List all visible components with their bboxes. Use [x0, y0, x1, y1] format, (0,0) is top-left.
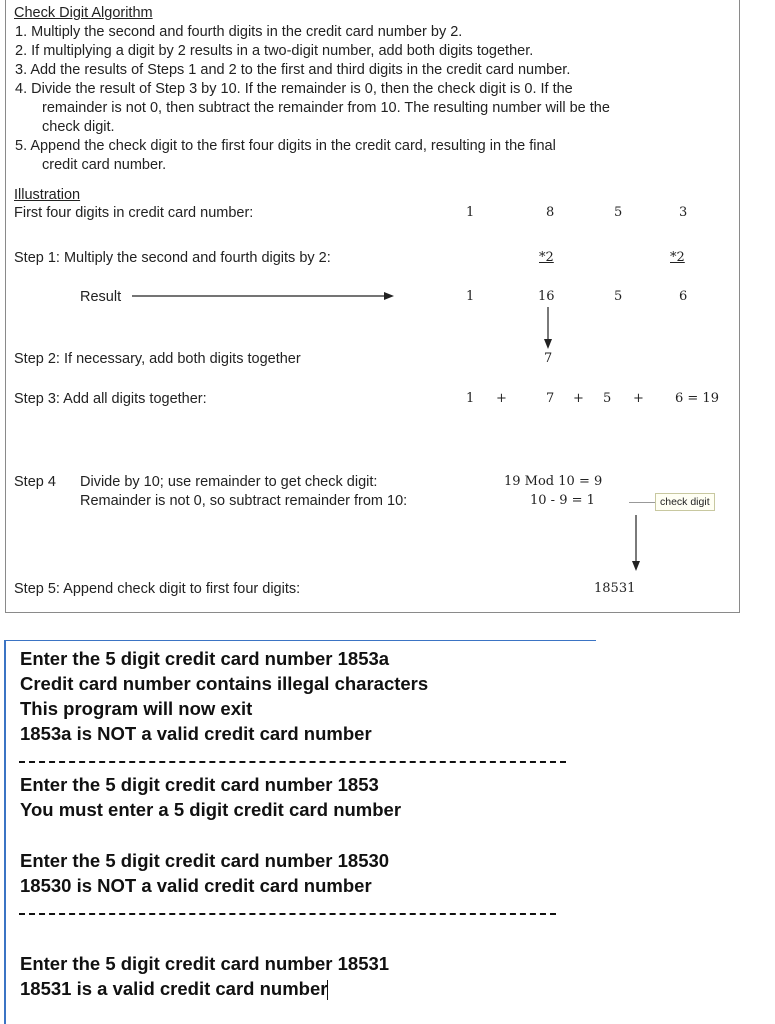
result-label: Result [80, 289, 122, 305]
step2-value: 7 [544, 351, 553, 366]
algorithm-figure [5, 0, 740, 613]
result-value: 6 [679, 289, 688, 304]
down-arrow [630, 515, 642, 571]
text-cursor [327, 980, 328, 1000]
result-value: 16 [538, 289, 555, 304]
algorithm-step: remainder is not 0, then subtract the remainder from 10. The resulting number will be the [42, 100, 610, 116]
mod-calc: 19 Mod 10 = 9 [504, 474, 603, 489]
step2-label: Step 2: If necessary, add both digits together [14, 351, 301, 367]
terminal-line: This program will now exit [20, 698, 253, 719]
times-two: *2 [670, 250, 685, 265]
terminal-line: Enter the 5 digit credit card number 1853 [20, 774, 379, 795]
digit: 1 [466, 205, 475, 220]
result-value: 1 [466, 289, 475, 304]
illustration-title: Illustration [14, 187, 81, 203]
step1-label: Step 1: Multiply the second and fourth digits by 2: [14, 250, 331, 266]
terminal-line: 18530 is NOT a valid credit card number [20, 875, 372, 896]
sum-term: 1 [466, 391, 475, 406]
terminal-line: Enter the 5 digit credit card number 18530 [20, 850, 390, 871]
terminal-line: Enter the 5 digit credit card number 1853a [20, 648, 390, 669]
algorithm-step: 3. Add the results of Steps 1 and 2 to the first and third digits in the credit card number. [15, 62, 571, 78]
terminal-line: You must enter a 5 digit credit card number [20, 799, 402, 820]
algorithm-step: check digit. [42, 119, 115, 135]
result-value: 5 [614, 289, 623, 304]
check-digit-note: check digit [655, 493, 715, 511]
step4-line: Remainder is not 0, so subtract remainder from 10: [80, 493, 408, 509]
subtract-calc: 10 - 9 = 1 [530, 493, 595, 508]
times-two: *2 [539, 250, 554, 265]
sum-term: 7 [546, 391, 555, 406]
step5-label: Step 5: Append check digit to first four digits: [14, 581, 301, 597]
algorithm-title: Check Digit Algorithm [14, 5, 153, 21]
sum-term: + [496, 391, 507, 406]
digit: 8 [546, 205, 555, 220]
sum-term: + [633, 391, 644, 406]
algorithm-step: 1. Multiply the second and fourth digits in the credit card number by 2. [15, 24, 463, 40]
separator [19, 913, 556, 915]
sum-term: 5 [603, 391, 612, 406]
algorithm-step: 2. If multiplying a digit by 2 results in a two-digit number, add both digits together. [15, 43, 534, 59]
algorithm-step: 5. Append the check digit to the first four digits in the credit card, resulting in the final [15, 138, 556, 154]
terminal-line-last [20, 978, 328, 1000]
sum-term: + [573, 391, 584, 406]
terminal-output[interactable] [4, 640, 598, 1024]
step4-label: Step 4 [14, 474, 56, 490]
step3-label: Step 3: Add all digits together: [14, 391, 207, 407]
terminal-line-text: 18531 is a valid credit card number [20, 978, 328, 999]
digit: 3 [679, 205, 688, 220]
terminal-line: Enter the 5 digit credit card number 18531 [20, 953, 390, 974]
sum-term: 6 = 19 [675, 391, 719, 406]
digit: 5 [614, 205, 623, 220]
step4-line: Divide by 10; use remainder to get check digit: [80, 474, 378, 490]
terminal-line: 1853a is NOT a valid credit card number [20, 723, 372, 744]
algorithm-step: credit card number. [42, 157, 167, 173]
result-arrow [132, 290, 394, 302]
note-leader [629, 502, 655, 503]
separator [19, 761, 566, 763]
first-four-label: First four digits in credit card number: [14, 205, 254, 221]
final-number: 18531 [594, 581, 636, 596]
down-arrow [542, 307, 554, 349]
terminal-line: Credit card number contains illegal characters [20, 673, 429, 694]
algorithm-step: 4. Divide the result of Step 3 by 10. If the remainder is 0, then the check digit is 0. If the [15, 81, 573, 97]
